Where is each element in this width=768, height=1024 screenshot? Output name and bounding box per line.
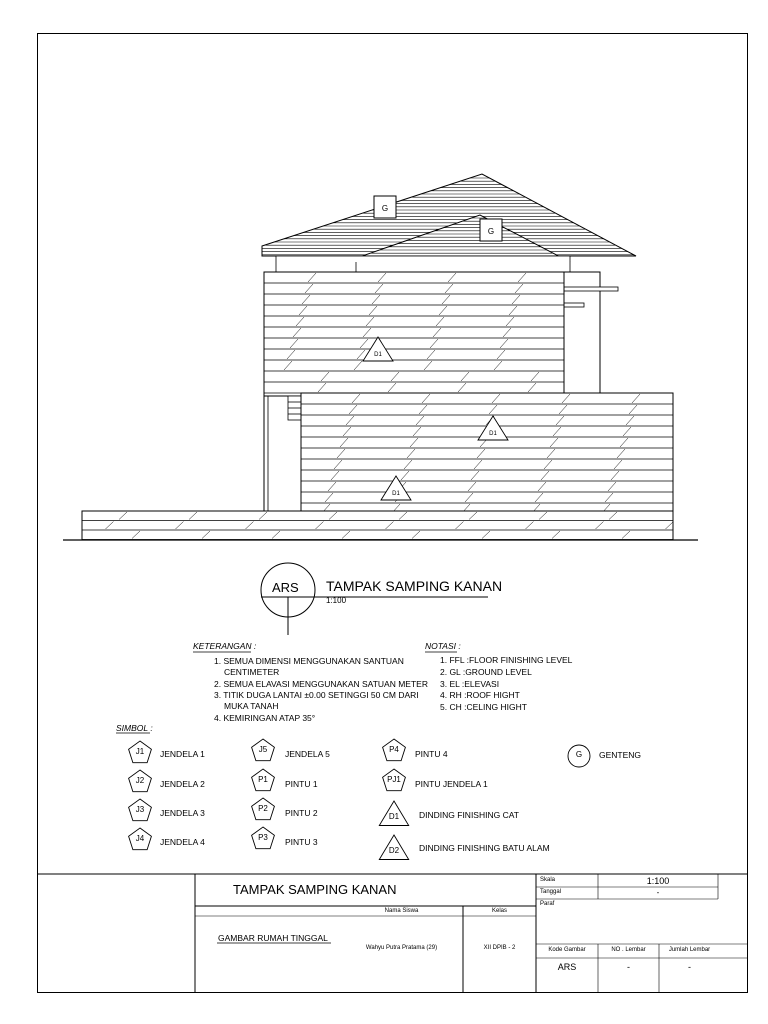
symbol-code-j1: J1	[135, 747, 145, 756]
wall-finish-label-1: D1	[374, 352, 382, 358]
symbol-label-g: GENTENG	[599, 750, 642, 760]
symbol-code-j4: J4	[135, 834, 145, 843]
keterangan-item-2: 2. SEMUA ELAVASI MENGGUNAKAN SATUAN METER	[214, 679, 428, 689]
class-header: Kelas	[491, 908, 507, 914]
symbol-code-p2: P2	[258, 804, 268, 813]
keterangan-item-4: 4. KEMIRINGAN ATAP 35°	[214, 713, 316, 723]
symbol-code-d1: D1	[388, 812, 400, 821]
notasi-item-5: 5. CH :CELING HIGHT	[440, 702, 527, 712]
symbol-code-j3: J3	[135, 805, 145, 814]
skala-label: Skala	[540, 877, 556, 883]
notasi-item-2: 2. GL :GROUND LEVEL	[440, 667, 532, 677]
symbol-code-j5: J5	[258, 745, 268, 754]
symbol-label-j2: JENDELA 2	[160, 779, 205, 789]
symbol-code-p3: P3	[258, 833, 268, 842]
symbol-label-j5: JENDELA 5	[285, 749, 330, 759]
keterangan-item-3b: MUKA TANAH	[224, 701, 279, 711]
symbol-label-pj1: PINTU JENDELA 1	[415, 779, 488, 789]
genteng-symbol-1	[374, 196, 396, 218]
symbol-code-pj1: PJ1	[387, 775, 401, 784]
notasi-heading: NOTASI :	[425, 641, 461, 651]
symbol-label-p1: PINTU 1	[285, 779, 318, 789]
student-name: Wahyu Putra Pratama (29)	[365, 945, 438, 951]
notasi-item-4: 4. RH :ROOF HIGHT	[440, 690, 520, 700]
project-name: GAMBAR RUMAH TINGGAL	[218, 933, 328, 943]
jumlah-lembar-value: -	[688, 962, 691, 972]
lower-wall	[301, 393, 680, 513]
paraf-label: Paraf	[540, 901, 555, 907]
wall-finish-label-3: D1	[392, 491, 400, 497]
notasi-item-1: 1. FFL :FLOOR FINISHING LEVEL	[440, 655, 573, 665]
keterangan-item-1b: CENTIMETER	[224, 667, 280, 677]
tanggal-label: Tanggal	[540, 889, 562, 895]
view-scale: 1:100	[326, 596, 347, 605]
no-lembar-value: -	[627, 962, 630, 972]
skala-value: 1:100	[646, 876, 670, 886]
student-header: Nama Siswa	[384, 908, 419, 914]
genteng-label-2: G	[487, 227, 495, 236]
tanggal-value: -	[656, 888, 660, 897]
symbol-label-p4: PINTU 4	[415, 749, 448, 759]
upper-wall	[264, 272, 564, 403]
view-title-callout	[261, 563, 488, 635]
no-lembar-label: NO . Lembar	[611, 947, 646, 953]
symbol-code-d2: D2	[388, 846, 400, 855]
view-title: TAMPAK SAMPING KANAN	[326, 578, 503, 594]
jumlah-lembar-label: Jumlah Lembar	[668, 947, 711, 953]
symbol-label-j3: JENDELA 3	[160, 808, 205, 818]
kode-gambar-value: ARS	[557, 962, 577, 972]
genteng-label-1: G	[381, 204, 389, 213]
symbol-code-j2: J2	[135, 776, 145, 785]
symbol-label-p3: PINTU 3	[285, 837, 318, 847]
symbol-code-g: G	[575, 750, 583, 759]
symbol-label-d2: DINDING FINISHING BATU ALAM	[419, 843, 550, 853]
sheet-title: TAMPAK SAMPING KANAN	[233, 882, 397, 897]
keterangan-item-3: 3. TITIK DUGA LANTAI ±0.00 SETINGGI 50 CM DARI	[214, 690, 419, 700]
symbol-label-j1: JENDELA 1	[160, 749, 205, 759]
keterangan-item-1: 1. SEMUA DIMENSI MENGGUNAKAN SANTUAN	[214, 656, 404, 666]
class-value: XII DPIB - 2	[483, 945, 516, 951]
base-plinth	[82, 511, 674, 548]
symbol-label-j4: JENDELA 4	[160, 837, 205, 847]
simbol-heading: SIMBOL :	[116, 723, 153, 733]
symbol-label-d1: DINDING FINISHING CAT	[419, 810, 519, 820]
genteng-symbol-2	[480, 219, 502, 241]
symbol-code-p4: P4	[389, 745, 399, 754]
view-code: ARS	[272, 580, 299, 595]
wall-finish-label-2: D1	[489, 431, 497, 437]
notasi-item-3: 3. EL :ELEVASI	[440, 679, 500, 689]
symbol-label-p2: PINTU 2	[285, 808, 318, 818]
symbol-code-p1: P1	[258, 775, 268, 784]
kode-gambar-label: Kode Gambar	[548, 947, 586, 953]
keterangan-heading: KETERANGAN :	[193, 641, 257, 651]
